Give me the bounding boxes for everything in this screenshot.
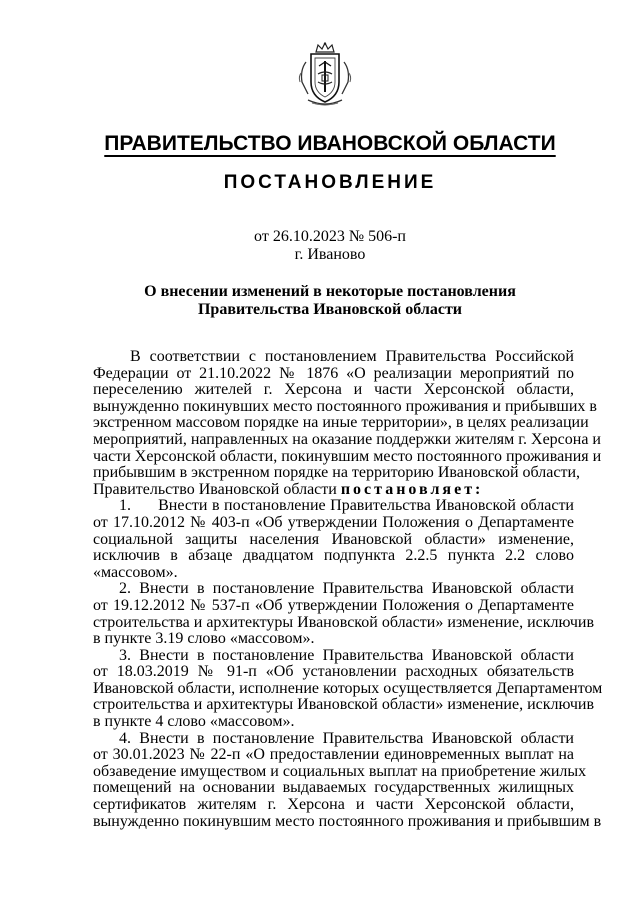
government-subject: Правительство Ивановской области (93, 480, 337, 498)
text-line: обзаведение имуществом и социальных выплат на приобретение жилых (93, 762, 587, 780)
text-line: «массовом». (93, 563, 178, 581)
text-line: 4. Внести в постановление Правительства Ивановской области (119, 729, 574, 747)
text-line: от 18.03.2019 № 91-п «Об установлении расходных обязательств (93, 663, 574, 681)
text-line: Ивановской области, исполнение которых осуществляется Департаментом (93, 679, 603, 697)
resolves-word: постановляет: (340, 480, 484, 498)
item-paragraph (93, 580, 595, 648)
text-line: В соответствии с постановлением Правительства Российской (130, 348, 574, 365)
text-line: вынужденно покинувших место постоянного проживания и прибывших в (93, 397, 597, 415)
text-line: от 30.01.2023 № 22-п «О предоставлении единовременных выплат на (93, 746, 574, 764)
item-paragraph (93, 646, 603, 731)
text-line: переселению жителей г. Херсона и части Херсонской области, (93, 381, 574, 399)
document-type-title: ПОСТАНОВЛЕНИЕ (223, 172, 437, 193)
text-line: прибывшим в экстренном порядке на территорию Ивановской области, (93, 464, 580, 482)
subject-line: Правительства Ивановской области (197, 301, 463, 318)
subject-line: О внесении изменений в некоторые постановления (144, 283, 516, 300)
coat-of-arms-icon (296, 42, 354, 108)
text-line: строительства и архитектуры Ивановской области» изменение, исключив (93, 613, 595, 631)
document-subject (96, 283, 564, 319)
text-line: 3. Внести в постановление Правительства Ивановской области (119, 646, 574, 664)
text-line: части Херсонской области, покинувшим место постоянного проживания и (93, 447, 602, 465)
text-line: вынужденно покинувшим место постоянного проживания и прибывшим в (93, 812, 602, 830)
document-meta (96, 228, 564, 264)
government-heading: ПРАВИТЕЛЬСТВО ИВАНОВСКОЙ ОБЛАСТИ (104, 132, 556, 155)
text-line: 1. Внести в постановление Правительства Ивановской области (119, 497, 574, 515)
date-number: от 26.10.2023 № 506-п (254, 228, 406, 245)
item-paragraph (93, 498, 574, 581)
text-line: мероприятий, направленных на оказание поддержки жителям г. Херсона и (93, 430, 601, 448)
item-paragraph (93, 729, 602, 831)
preamble-paragraph (93, 348, 602, 498)
text-line: социальной защиты населения Ивановской области» изменение, (93, 530, 574, 548)
text-line: в пункте 4 слово «массовом». (93, 713, 295, 731)
text-line (93, 482, 574, 499)
document-body (93, 348, 603, 830)
text-line: строительства и архитектуры Ивановской области» изменение, исключив (93, 696, 595, 714)
text-line: исключив в абзаце двадцатом подпункта 2.2.5 пункта 2.2 слово (93, 547, 574, 565)
text-line: от 19.12.2012 № 537-п «Об утверждении Положения о Департаменте (93, 596, 574, 614)
text-line: Федерации от 21.10.2022 № 1876 «О реализации мероприятий по (93, 364, 574, 382)
city: г. Иваново (294, 246, 366, 263)
text-line: 2. Внести в постановление Правительства Ивановской области (119, 580, 574, 598)
text-line: экстренном массовом порядке на иные территории», в целях реализации (93, 414, 589, 432)
text-line: помещений на основании выдаваемых государственных жилищных (93, 779, 574, 797)
text-line: в пункте 3.19 слово «массовом». (93, 630, 315, 648)
text-line: от 17.10.2012 № 403-п «Об утверждении Положения о Департаменте (93, 513, 574, 531)
text-line: сертификатов жителям г. Херсона и части Херсонской области, (93, 796, 574, 814)
